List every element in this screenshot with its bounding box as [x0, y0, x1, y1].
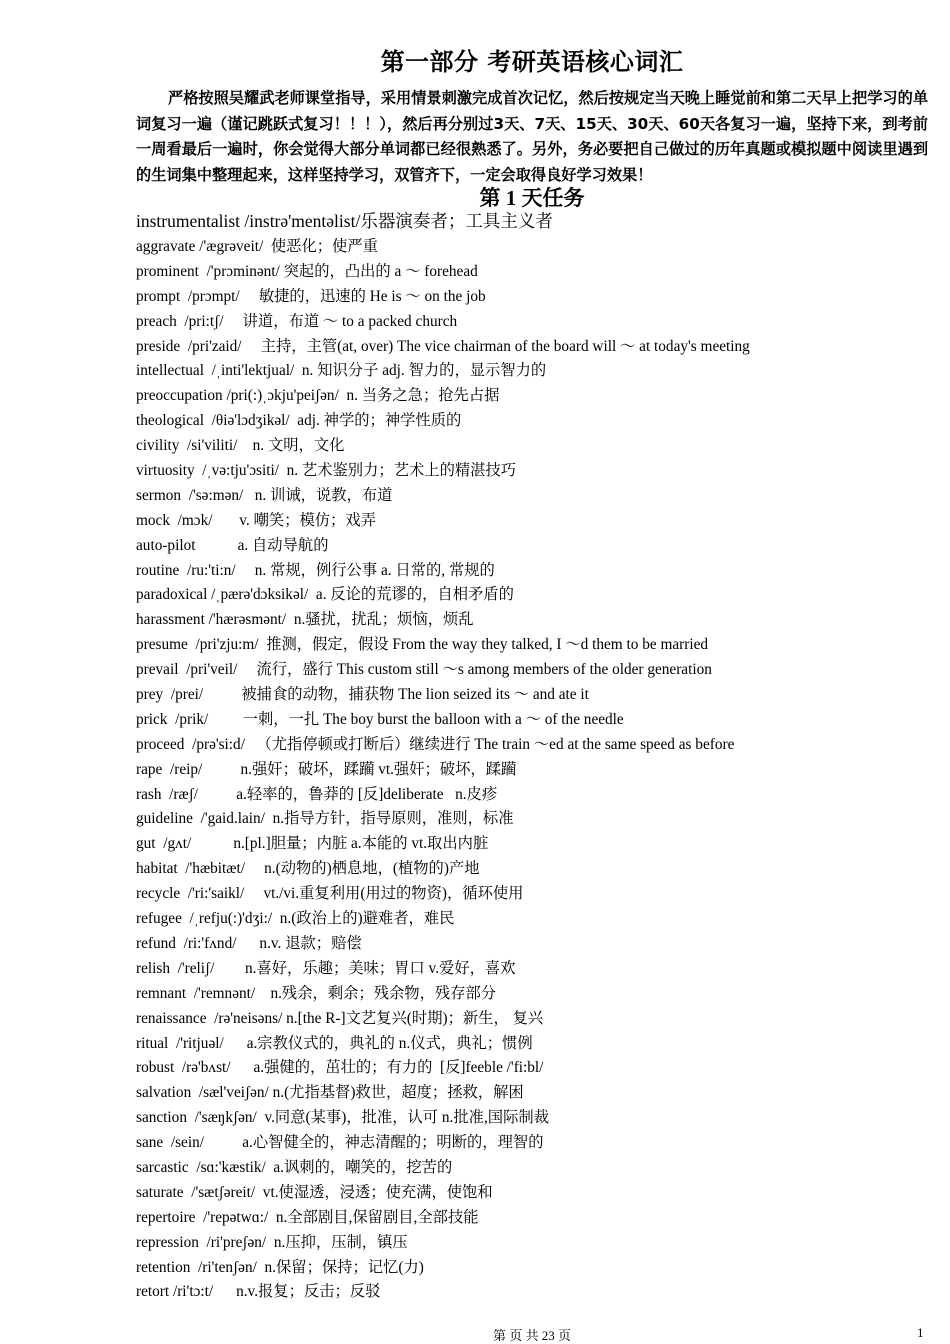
vocab-word: instrumentalist [136, 211, 241, 231]
vocab-word: repertoire [136, 1208, 196, 1226]
vocab-word: routine [136, 561, 180, 579]
vocab-word: robust [136, 1059, 175, 1077]
vocab-phonetic: /ru:'ti:n/ [179, 561, 255, 579]
vocab-word: renaissance [136, 1009, 207, 1027]
vocab-phonetic: /ræʃ/ [161, 785, 237, 803]
vocab-entry [136, 907, 936, 932]
vocab-entry [136, 235, 936, 260]
vocab-entry [136, 608, 936, 633]
vocab-word: rash [136, 785, 162, 803]
vocab-entry [136, 409, 936, 434]
vocab-word: guideline [136, 810, 193, 828]
vocab-entry [136, 1032, 936, 1057]
vocab-phonetic: /'hæbitæt/ [177, 860, 265, 878]
vocab-definition: n.压抑，压制，镇压 [270, 1233, 408, 1251]
vocab-phonetic: /pri:tʃ/ [176, 312, 243, 330]
vocab-definition: n. 艺术鉴别力；艺术上的精湛技巧 [282, 462, 517, 480]
vocab-word: preach [136, 312, 177, 330]
vocab-entry [136, 1056, 936, 1081]
vocab-definition: v. 嘲笑；模仿；戏弄 [239, 511, 376, 529]
vocab-definition: n. 文明，文化 [252, 437, 345, 455]
vocab-phonetic: /prə'si:d/ [184, 735, 249, 753]
vocab-definition: n.强奸；破坏，蹂躏 vt.强奸；破坏，蹂躏 [240, 760, 517, 778]
vocab-word: habitat [136, 860, 178, 878]
vocab-word: theological [136, 412, 204, 430]
vocab-phonetic: /ˌinti'lektjual/ [203, 362, 299, 380]
vocab-entry [136, 708, 936, 733]
vocab-phonetic: /instrə'mentəlist/ [240, 211, 361, 231]
vocab-definition: adj. 神学的；神学性质的 [293, 412, 462, 430]
vocab-phonetic: /'prɔminənt/ [198, 262, 280, 280]
vocab-word: retention [136, 1258, 191, 1276]
vocab-entry [136, 208, 936, 235]
vocab-word: gut [136, 835, 156, 853]
vocab-entry [136, 384, 936, 409]
vocab-word: remnant [136, 984, 187, 1002]
vocab-word: preside [136, 337, 181, 355]
vocab-definition: n.[pl.]胆量；内脏 a.本能的 vt.取出内脏 [233, 835, 489, 853]
vocab-entry [136, 1081, 936, 1106]
vocab-word: civility [136, 437, 180, 455]
vocab-definition: n.全部剧目,保留剧目,全部技能 [272, 1208, 479, 1226]
page-footer: 第 页 共 23 页 [492, 1328, 571, 1343]
vocab-definition: 主持，主管(at, over) The vice chairman of the board will ～ at today's meeting [260, 337, 750, 355]
vocab-definition: n.喜好，乐趣；美味；胃口 v.爱好，喜欢 [244, 959, 516, 977]
vocab-word: relish [136, 959, 170, 977]
vocab-phonetic: /reip/ [162, 760, 241, 778]
vocab-phonetic: /ˌvə:tju'ɔsiti/ [194, 462, 283, 480]
vocab-word: salvation [136, 1084, 192, 1102]
vocab-word: refund [136, 934, 176, 952]
vocab-phonetic: /sɑ:'kæstik/ [188, 1158, 270, 1176]
vocab-entry [136, 1231, 936, 1256]
vocab-phonetic: /gʌt/ [155, 835, 234, 853]
vocab-entry [136, 1256, 936, 1281]
vocab-word: mock [136, 511, 170, 529]
vocab-entry [136, 882, 936, 907]
vocab-definition: n.保留；保持；记忆(力) [260, 1258, 424, 1276]
vocab-word: intellectual [136, 362, 204, 380]
vocab-phonetic: /'remnənt/ [186, 984, 271, 1002]
vocab-definition: n. 知识分子 adj. 智力的，显示智力的 [298, 362, 547, 380]
vocab-entry [136, 534, 936, 559]
vocab-word: proceed [136, 735, 185, 753]
vocab-phonetic: /mɔk/ [170, 511, 240, 529]
vocab-entry [136, 683, 936, 708]
vocab-entry [136, 583, 936, 608]
page-title: 第一部分 考研英语核心词汇 [380, 48, 684, 76]
vocab-definition: a. 自动导航的 [237, 536, 329, 554]
vocab-word: sane [136, 1134, 164, 1152]
vocab-word: prominent [136, 262, 199, 280]
vocab-entry [136, 335, 936, 360]
vocab-definition: n.残余，剩余；残余物，残存部分 [270, 984, 497, 1002]
vocab-definition: v.同意(某事)，批准，认可 n.批准,国际制裁 [260, 1109, 549, 1127]
vocab-definition: vt./vi.重复利用(用过的物资)，循环使用 [263, 885, 524, 903]
vocab-phonetic: /sein/ [163, 1134, 243, 1152]
vocab-phonetic: /ri'preʃən/ [198, 1233, 271, 1251]
vocab-word: ritual [136, 1034, 169, 1052]
vocab-word: sarcastic [136, 1158, 189, 1176]
vocab-entry [136, 783, 936, 808]
vocab-definition: a.讽刺的，嘲笑的，挖苦的 [269, 1158, 453, 1176]
vocab-definition: n.[the R-]文艺复兴(时期)；新生， 复兴 [282, 1009, 544, 1027]
vocab-entry [136, 260, 936, 285]
vocab-phonetic: /ˌpærə'dɔksikəl/ [207, 586, 313, 604]
vocab-entry [136, 1280, 936, 1305]
vocab-definition: 被捕食的动物，捕获物 The lion seized its ～ and ate it [241, 686, 589, 704]
vocab-phonetic: /ri:'fʌnd/ [175, 934, 260, 952]
vocab-phonetic: /prik/ [167, 710, 243, 728]
vocab-entry [136, 434, 936, 459]
vocab-entry [136, 982, 936, 1007]
vocab-definition: a. 反论的荒谬的，自相矛盾的 [312, 586, 514, 604]
vocab-phonetic: /'ægrəveit/ [195, 238, 268, 255]
vocab-phonetic: /si'viliti/ [179, 437, 253, 455]
vocab-definition: n. 常规，例行公事 a. 日常的, 常规的 [254, 561, 495, 579]
vocab-definition: n.(动物的)栖息地，(植物的)产地 [264, 860, 480, 878]
page-number: 1 [917, 1325, 924, 1340]
vocab-phonetic: /ri'tɔ:t/ [169, 1283, 237, 1301]
vocab-phonetic: /'gaid.lain/ [192, 810, 269, 828]
vocab-phonetic [195, 537, 237, 554]
vocab-phonetic: /pri(:)ˌɔkju'peiʃən/ [222, 387, 343, 405]
vocab-definition: 乐器演奏者；工具主义者 [360, 211, 553, 231]
vocab-definition: vt.使湿透，浸透；使充满，使饱和 [258, 1183, 493, 1201]
vocab-word: paradoxical [136, 586, 208, 604]
vocab-phonetic: /pri'zju:m/ [187, 636, 263, 654]
vocab-entry [136, 733, 936, 758]
day-task-heading: 第 1 天任务 [479, 186, 585, 210]
vocab-phonetic: /ˌrefju(:)'dʒi:/ [181, 910, 276, 928]
vocab-word: harassment [136, 611, 205, 629]
vocab-entry [136, 832, 936, 857]
vocab-definition: 流行，盛行 This custom still ～s among members of the older generation [256, 661, 712, 679]
vocab-word: prompt [136, 287, 181, 305]
vocab-word: retort [136, 1283, 170, 1301]
vocab-phonetic: /pri'veil/ [178, 661, 257, 679]
vocab-word: presume [136, 636, 188, 654]
vocab-entry [136, 957, 936, 982]
vocab-word: prick [136, 710, 168, 728]
vocab-entry [136, 559, 936, 584]
vocab-phonetic: /pri'zaid/ [180, 337, 261, 355]
vocab-entry [136, 1106, 936, 1131]
vocab-word: saturate [136, 1183, 184, 1201]
vocab-phonetic: /ri'tenʃən/ [190, 1258, 261, 1276]
vocab-word: sermon [136, 486, 182, 504]
vocab-entry [136, 932, 936, 957]
vocab-word: rape [136, 760, 163, 778]
vocab-definition: n.骚扰，扰乱；烦恼，烦乱 [290, 611, 474, 629]
vocab-definition: a.宗教仪式的，典礼的 n.仪式，典礼；惯例 [246, 1034, 533, 1052]
vocab-phonetic: /'repətwɑ:/ [195, 1208, 273, 1226]
vocab-entry [136, 633, 936, 658]
vocab-entry [136, 1007, 936, 1032]
vocab-phonetic: /prɔmpt/ [180, 287, 259, 305]
vocab-entry [136, 1181, 936, 1206]
vocab-definition: n.v.报复；反击；反驳 [236, 1283, 381, 1301]
vocab-word: recycle [136, 885, 181, 903]
vocab-definition: 讲道，布道 ～ to a packed church [242, 312, 458, 330]
vocab-definition: a.强健的，茁壮的；有力的 [反]feeble /'fi:bl/ [253, 1059, 544, 1077]
vocab-phonetic: /prei/ [163, 686, 242, 704]
vocab-definition: a.心智健全的，神志清醒的；明断的，理智的 [242, 1134, 544, 1152]
vocab-entry [136, 285, 936, 310]
vocab-definition: n. 当务之急；抢先占据 [342, 387, 500, 405]
vocab-phonetic: /θiə'lɔdʒikəl/ [203, 412, 294, 430]
vocab-phonetic: /'reliʃ/ [170, 959, 245, 977]
vocab-definition: 敏捷的，迅速的 He is ～ on the job [258, 287, 486, 305]
vocab-word: sanction [136, 1109, 187, 1127]
vocab-word: repression [136, 1233, 199, 1251]
vocab-phonetic: /'ri:'saikl/ [180, 885, 264, 903]
vocab-entry [136, 509, 936, 534]
vocab-entry [136, 310, 936, 335]
vocab-entry [136, 857, 936, 882]
vocab-entry [136, 484, 936, 509]
vocab-definition: n.(政治上的)避难者，难民 [275, 910, 455, 928]
vocab-definition: 突起的，凸出的 a ～ forehead [279, 262, 478, 280]
vocab-word: prevail [136, 661, 179, 679]
vocab-definition: n.(尤指基督)救世，超度；拯救，解困 [268, 1084, 524, 1102]
vocab-entry [136, 359, 936, 384]
vocab-entry [136, 1131, 936, 1156]
vocab-phonetic: /'sə:mən/ [181, 486, 255, 504]
vocab-phonetic: /'hærəsmənt/ [204, 611, 291, 629]
vocab-phonetic: /'ritjuəl/ [168, 1034, 247, 1052]
vocab-word: prey [136, 686, 164, 704]
vocab-entry [136, 1156, 936, 1181]
vocab-definition: （尤指停顿或打断后）继续进行 The train ～ed at the same speed as before [248, 735, 735, 753]
vocab-definition: n.指导方针，指导原则，准则，标准 [268, 810, 514, 828]
vocab-entry [136, 758, 936, 783]
vocab-definition: a.轻率的，鲁莽的 [反]deliberate n.皮疹 [236, 785, 498, 803]
vocab-word: aggravate [136, 238, 196, 255]
vocab-phonetic: /rə'neisəns/ [206, 1009, 283, 1027]
vocab-definition: 一刺，一扎 The boy burst the balloon with a ～ of the needle [242, 710, 624, 728]
vocab-phonetic: /rə'bʌst/ [174, 1059, 254, 1077]
vocab-definition: n. 训诫，说教，布道 [254, 486, 393, 504]
vocab-word: preoccupation [136, 387, 223, 405]
vocab-phonetic: /'sæŋkʃən/ [186, 1109, 261, 1127]
vocabulary-list [136, 208, 936, 1305]
vocab-phonetic: /'sætʃəreit/ [183, 1183, 259, 1201]
vocab-word: refugee [136, 910, 182, 928]
vocab-word: virtuosity [136, 462, 195, 480]
vocab-entry [136, 807, 936, 832]
intro-paragraph: 严格按照吴耀武老师课堂指导，采用情景刺激完成首次记忆，然后按规定当天晚上睡觉前和第二天早上把学习的单词复习一遍（谨记跳跃式复习！！！），然后再分别过3天、7天、15天、30天、60天各复习一遍，坚持下来，到考前一周看最后一遍时，你会觉得大部分单词都已经很熟悉了。另外，务必要把自己做过的历年真题或模拟题中阅读里遇到的生词集中整理起来，这样坚持学习，双管齐下，一定会取得良好学习效果！ [136, 89, 928, 184]
vocab-entry [136, 459, 936, 484]
vocab-phonetic: /sæl'veiʃən/ [191, 1084, 269, 1102]
vocab-definition: 使恶化；使严重 [267, 238, 378, 255]
vocab-definition: n.v. 退款；赔偿 [259, 934, 362, 952]
vocab-definition: 推测，假定，假设 From the way they talked, I ～d them to be married [262, 636, 709, 654]
vocab-entry [136, 1206, 936, 1231]
vocab-word: auto-pilot [136, 536, 196, 554]
vocab-entry [136, 658, 936, 683]
